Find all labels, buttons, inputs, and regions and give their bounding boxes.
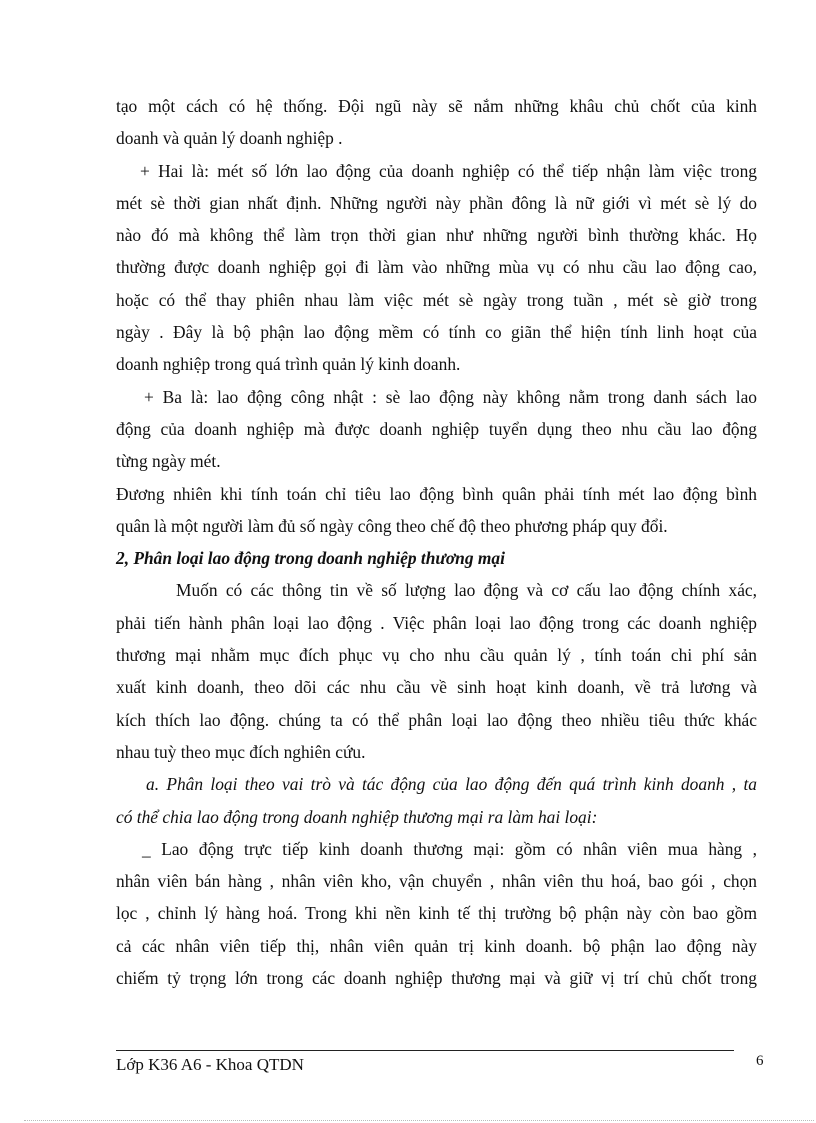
- text-line: + Hai là: mét số lớn lao động của doanh nghiệp có thể tiếp nhận làm việc trong: [140, 160, 757, 181]
- text-line: nhân viên bán hàng , nhân viên kho, vận chuyển , nhân viên thu hoá, bao gói , chọn: [116, 871, 757, 892]
- text-line: tạo một cách có hệ thống. Đội ngũ này sẽ nắm những khâu chủ chốt của kinh: [116, 96, 757, 116]
- text-line: ngày . Đây là bộ phận lao động mềm có tính co giãn thể hiện tính linh hoạt của: [116, 322, 757, 343]
- footer-class-label: Lớp K36 A6 - Khoa QTDN: [116, 1055, 304, 1074]
- body-text: [116, 90, 757, 994]
- page-number: 6: [756, 1053, 764, 1069]
- text-line: mét sè thời gian nhất định. Những người này phần đông là nữ giới vì mét sè lý do: [116, 192, 757, 213]
- text-line: hoặc có thể thay phiên nhau làm việc mét sè ngày trong tuần , mét sè giờ trong: [116, 289, 757, 310]
- text-line: doanh và quản lý doanh nghiệp .: [116, 128, 343, 149]
- text-line: _ Lao động trực tiếp kinh doanh thương mại: gồm có nhân viên mua hàng ,: [142, 838, 757, 859]
- text-line: thường được doanh nghiệp gọi đi làm vào những mùa vụ có nhu cầu lao động cao,: [116, 257, 757, 278]
- subsection-heading: có thể chia lao động trong doanh nghiệp thương mại ra làm hai loại:: [116, 806, 598, 827]
- text-line: phải tiến hành phân loại lao động . Việc phân loại lao động trong các doanh nghiệp: [116, 612, 757, 633]
- text-line: chiếm tỷ trọng lớn trong các doanh nghiệp thương mại và giữ vị trí chủ chốt trong: [116, 968, 757, 989]
- text-line: lọc , chỉnh lý hàng hoá. Trong khi nền kinh tế thị trường bộ phận này còn bao gồm: [116, 903, 757, 924]
- text-line: doanh nghiệp trong quá trình quản lý kinh doanh.: [116, 354, 461, 375]
- text-line: Đương nhiên khi tính toán chỉ tiêu lao động bình quân phải tính mét lao động bình: [116, 483, 757, 504]
- text-line: động của doanh nghiệp mà được doanh nghiệp tuyển dụng theo nhu cầu lao động: [116, 418, 757, 439]
- footer-divider: [116, 1050, 734, 1051]
- text-line: quân là một người làm đủ số ngày công theo chế độ theo phương pháp quy đổi.: [116, 515, 668, 536]
- text-line: Muốn có các thông tin về số lượng lao động và cơ cấu lao động chính xác,: [176, 580, 757, 601]
- text-line: nhau tuỳ theo mục đích nghiên cứu.: [116, 741, 366, 762]
- text-line: thương mại nhằm mục đích phục vụ cho nhu cầu quản lý , tính toán chi phí sản: [116, 645, 757, 666]
- subsection-heading: a. Phân loại theo vai trò và tác động của lao động đến quá trình kinh doanh , ta: [146, 774, 757, 795]
- text-line: kích thích lao động. chúng ta có thể phân loại lao động theo nhiều tiêu thức khác: [116, 709, 757, 730]
- text-line: nào đó mà không thể làm trọn thời gian như những người bình thường khác. Họ: [116, 225, 757, 246]
- page-bottom-dotted-rule: [24, 1120, 814, 1121]
- text-line: từng ngày mét.: [116, 451, 221, 472]
- text-line: cả các nhân viên tiếp thị, nhân viên quản trị kinh doanh. bộ phận lao động này: [116, 935, 757, 956]
- text-line: xuất kinh doanh, theo dõi các nhu cầu về sinh hoạt kinh doanh, về trả lương và: [116, 677, 757, 698]
- text-line: + Ba là: lao động công nhật : sè lao động này không nằm trong danh sách lao: [144, 386, 757, 407]
- section-heading: 2, Phân loại lao động trong doanh nghiệp thương mại: [116, 548, 505, 569]
